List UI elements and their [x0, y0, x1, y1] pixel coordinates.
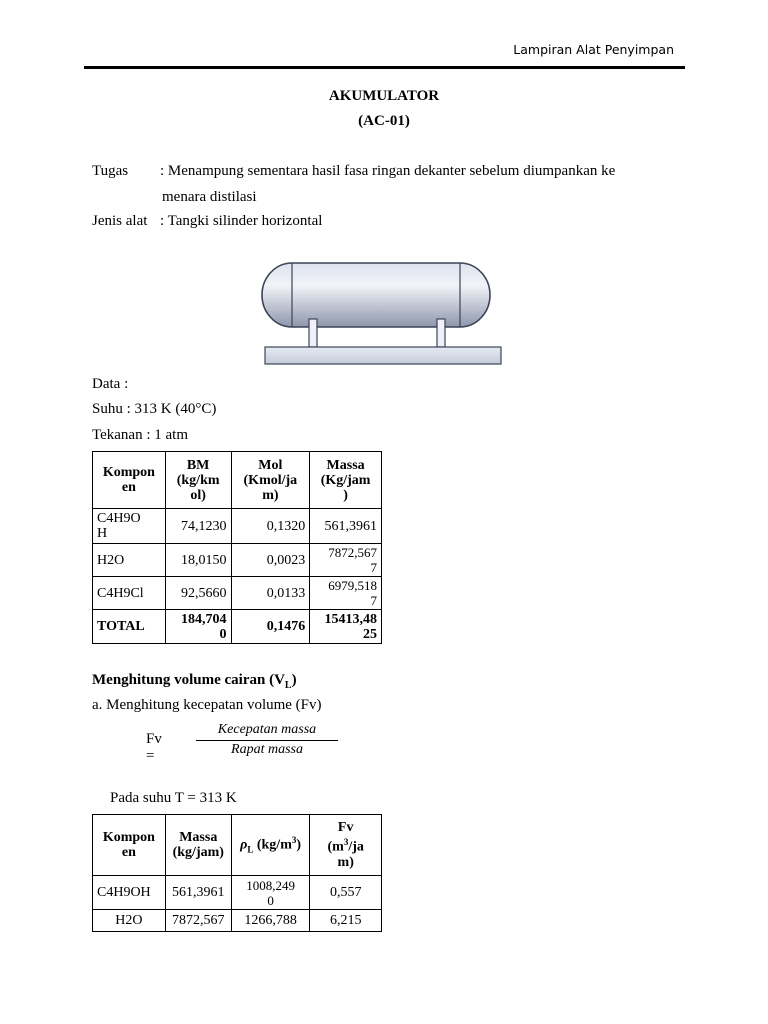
- tugas-label: Tugas: [92, 163, 129, 179]
- cell-bm: 74,1230: [165, 509, 231, 544]
- item-a: a. Menghitung kecepatan volume (Fv): [92, 697, 322, 713]
- table-row: [93, 544, 382, 577]
- cell-massa: 561,3961: [165, 876, 231, 910]
- cell-fv: 0,557: [310, 876, 382, 910]
- cell-bm: 18,0150: [165, 544, 231, 577]
- tugas-text-cont: menara distilasi: [162, 189, 257, 205]
- cell-mol: 0,0133: [231, 577, 310, 610]
- table-row: [93, 577, 382, 610]
- cell-massa: 561,3961: [310, 509, 382, 544]
- cell-komponen: H2O: [93, 910, 166, 932]
- header-fv: Fv ($m^3/ja$ m): [310, 815, 382, 876]
- header-massa: Massa (Kg/jam ): [310, 452, 382, 509]
- header-komponen: Kompon en: [93, 452, 166, 509]
- cell-fv: 6,215: [310, 910, 382, 932]
- cell-rho: 1008,249 0: [231, 876, 310, 910]
- tugas-text: : Menampung sementara hasil fasa ringan dekanter sebelum diumpankan ke: [160, 163, 616, 179]
- table-header-row: [93, 452, 382, 509]
- cell-total-mol: 0,1476: [231, 610, 310, 644]
- cell-massa: 7872,567 7: [310, 544, 382, 577]
- cell-massa: 7872,567: [165, 910, 231, 932]
- cell-rho: 1266,788: [231, 910, 310, 932]
- cell-mol: 0,0023: [231, 544, 310, 577]
- formula-lhs: Fv =: [146, 731, 162, 764]
- header-komponen: Kompon en: [93, 815, 166, 876]
- jenis-text: : Tangki silinder horizontal: [160, 213, 323, 229]
- table-row: [93, 876, 382, 910]
- suhu-text: Suhu : 313 K (40°C): [92, 401, 217, 417]
- fv-table: [92, 814, 382, 932]
- pada-suhu-text: Pada suhu T = 313 K: [110, 790, 237, 806]
- header-rho: $\rho_L$ $(kg/m^3)$: [231, 815, 310, 876]
- page-header: Lampiran Alat Penyimpan: [513, 42, 674, 57]
- data-label: Data :: [92, 376, 129, 392]
- cell-komponen: C4H9OH: [93, 876, 166, 910]
- header-massa: Massa (kg/jam): [165, 815, 231, 876]
- header-rule: [84, 66, 685, 69]
- cell-massa: 6979,518 7: [310, 577, 382, 610]
- header-mol: Mol (Kmol/ja m): [231, 452, 310, 509]
- cell-total-label: TOTAL: [93, 610, 166, 644]
- cell-komponen: H2O: [93, 544, 166, 577]
- cell-total-bm: 184,704 0: [165, 610, 231, 644]
- formula-numerator: Kecepatan massa: [217, 722, 317, 737]
- cell-total-massa: 15413,48 25: [310, 610, 382, 644]
- table-row: [93, 509, 382, 544]
- tekanan-text: Tekanan : 1 atm: [92, 427, 188, 443]
- jenis-label: Jenis alat: [92, 213, 148, 229]
- horizontal-tank-illustration: [258, 258, 506, 368]
- komponen-data-table: [92, 451, 382, 644]
- doc-title: AKUMULATOR: [328, 88, 440, 104]
- doc-subtitle: (AC-01): [358, 113, 410, 129]
- formula-fraction-bar: [196, 740, 338, 741]
- cell-mol: 0,1320: [231, 509, 310, 544]
- section-heading: Menghitung volume cairan $(V_L)$: [92, 672, 297, 691]
- cell-bm: 92,5660: [165, 577, 231, 610]
- header-bm: BM (kg/km ol): [165, 452, 231, 509]
- formula-denominator: Rapat massa: [231, 742, 303, 757]
- table-header-row: [93, 815, 382, 876]
- table-row: [93, 910, 382, 932]
- cell-komponen: C4H9O H: [93, 509, 166, 544]
- cell-komponen: C4H9Cl: [93, 577, 166, 610]
- table-total-row: [93, 610, 382, 644]
